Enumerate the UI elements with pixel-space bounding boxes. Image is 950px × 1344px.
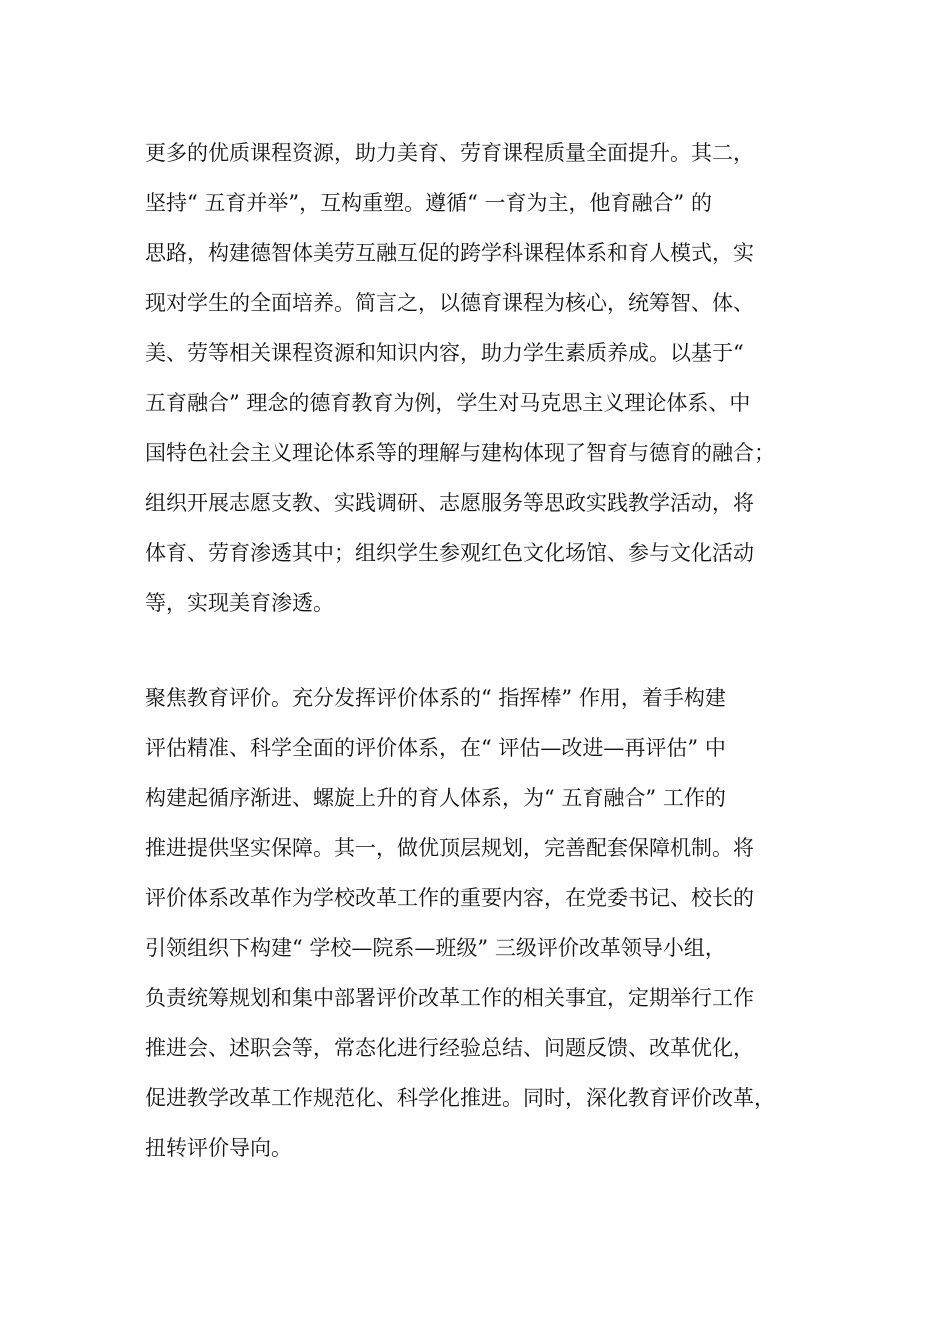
paragraph-line: 促进教学改革工作规范化、科学化推进。同时，深化教育评价改革，	[145, 1086, 775, 1110]
paragraph-line: 推进会、述职会等，常态化进行经验总结、问题反馈、改革优化，	[145, 1036, 754, 1060]
paragraph-line: 评估精准、科学全面的评价体系，在“ 评估—改进—再评估” 中	[145, 736, 726, 760]
paragraph-line: 体育、劳育渗透其中；组织学生参观红色文化场馆、参与文化活动	[145, 541, 754, 565]
paragraph-line: 更多的优质课程资源，助力美育、劳育课程质量全面提升。其二，	[145, 141, 754, 165]
paragraph-line: 组织开展志愿支教、实践调研、志愿服务等思政实践教学活动，将	[145, 491, 754, 515]
paragraph-line: 负责统筹规划和集中部署评价改革工作的相关事宜，定期举行工作	[145, 986, 754, 1010]
paragraph-line: 五育融合” 理念的德育教育为例，学生对马克思主义理论体系、中	[145, 391, 751, 415]
paragraph-line: 思路，构建德智体美劳互融互促的跨学科课程体系和育人模式，实	[145, 241, 754, 265]
paragraph-line: 构建起循序渐进、螺旋上升的育人体系，为“ 五育融合” 工作的	[145, 786, 726, 810]
paragraph-five-education-integration	[145, 128, 835, 628]
paragraph-line: 等，实现美育渗透。	[145, 591, 334, 615]
paragraph-line: 推进提供坚实保障。其一，做优顶层规划，完善配套保障机制。将	[145, 836, 754, 860]
paragraph-line: 评价体系改革作为学校改革工作的重要内容，在党委书记、校长的	[145, 886, 754, 910]
paragraph-education-evaluation	[145, 673, 835, 1173]
paragraph-line: 坚持“ 五育并举”，互构重塑。遵循“ 一育为主，他育融合” 的	[145, 191, 712, 215]
paragraph-line: 现对学生的全面培养。简言之，以德育课程为核心，统筹智、体、	[145, 291, 754, 315]
paragraph-line: 国特色社会主义理论体系等的理解与建构体现了智育与德育的融合；	[145, 441, 775, 465]
paragraph-line: 引领组织下构建“ 学校—院系—班级” 三级评价改革领导小组，	[145, 936, 726, 960]
paragraph-line: 美、劳等相关课程资源和知识内容，助力学生素质养成。以基于“	[145, 341, 744, 365]
paragraph-line: 聚焦教育评价。充分发挥评价体系的“ 指挥棒” 作用，着手构建	[145, 686, 726, 710]
paragraph-line: 扭转评价导向。	[145, 1136, 292, 1160]
